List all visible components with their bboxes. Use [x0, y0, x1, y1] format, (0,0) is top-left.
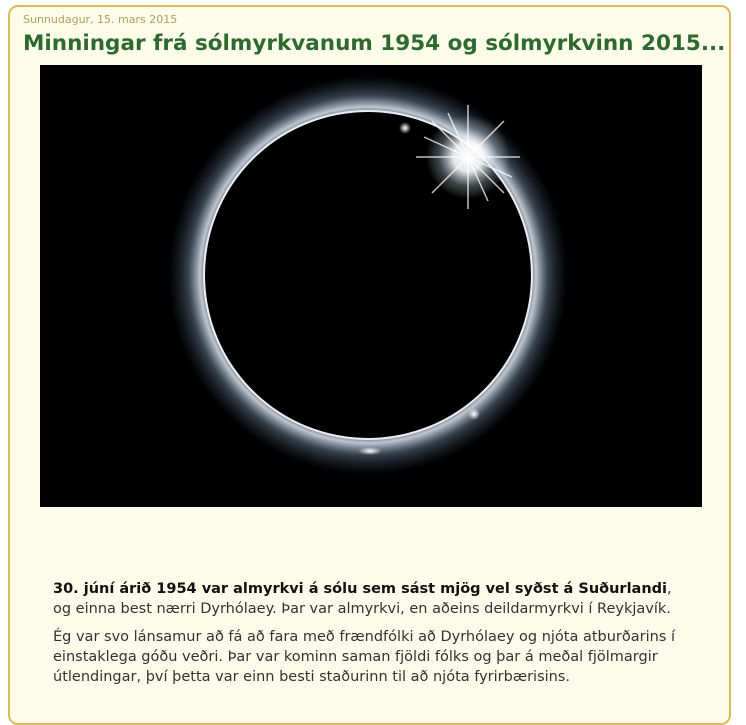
post-body	[53, 579, 693, 695]
post-paragraph	[53, 579, 693, 619]
post-lead-text: 30. júní árið 1954 var almyrkvi á sólu sem sást mjög vel syðst á Suðurlandi	[53, 581, 668, 597]
blog-post-card	[8, 5, 731, 725]
post-date: Sunnudagur, 15. mars 2015	[23, 13, 178, 26]
solar-eclipse-photo[interactable]	[40, 65, 702, 507]
post-paragraph	[53, 627, 693, 687]
post-paragraph-text: Ég var svo lánsamur að fá að fara með frændfólki að Dyrhólaey og njóta atburðarins í einstaklega góðu veðri. Þar var kominn saman fjöldi fólks og þar á meðal fjölmargir útlendingar, því þetta var einn besti staðurinn til að njóta fyrirbærisins.	[53, 629, 676, 685]
post-paragraph-text: , og einna best nærri Dyrhólaey. Þar var almyrkvi, en aðeins deildarmyrkvi í Reykjavík.	[53, 581, 672, 617]
post-title[interactable]: Minningar frá sólmyrkvanum 1954 og sólmyrkvinn 2015...	[23, 31, 726, 56]
